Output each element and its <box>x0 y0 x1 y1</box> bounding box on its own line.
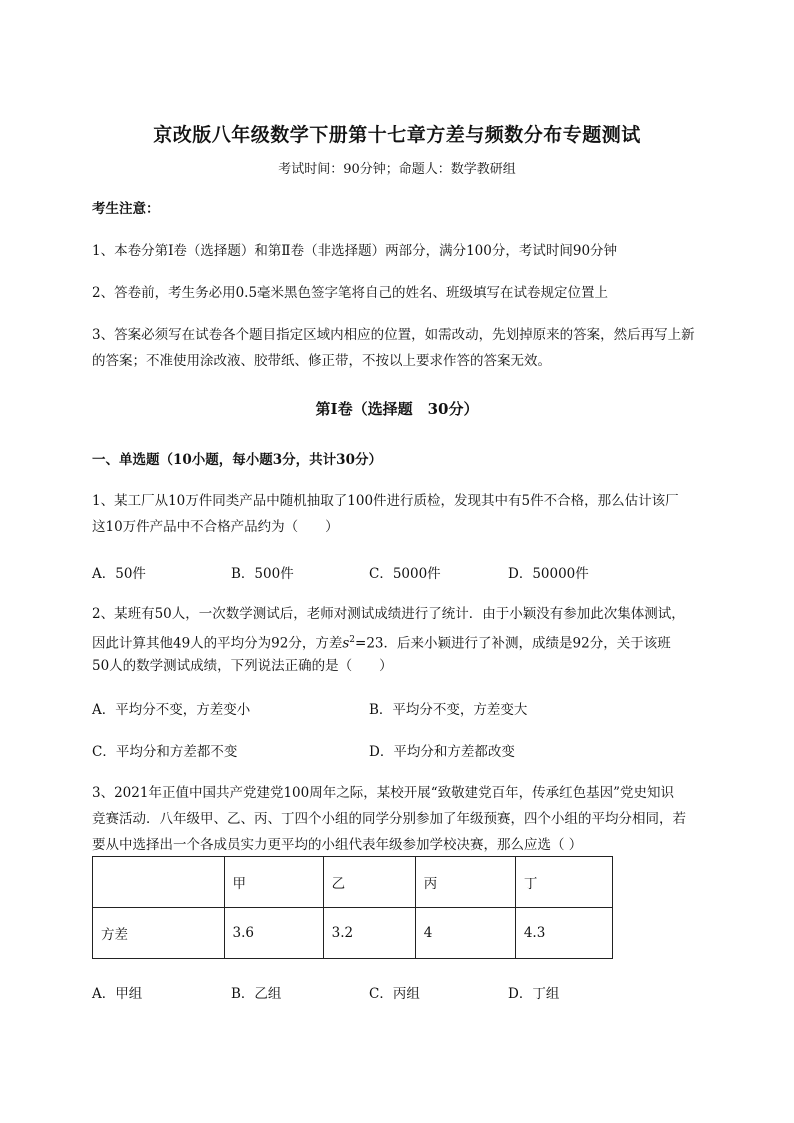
q3-option-c: C．丙组 <box>369 986 420 1002</box>
q2-option-a: A．平均分不变，方差变小 <box>92 702 251 718</box>
q1-line-1: 1、某工厂从10万件同类产品中随机抽取了100件进行质检，发现其中有5件不合格，那么估计该厂 <box>92 493 679 509</box>
q2-line-1: 2、某班有50人，一次数学测试后，老师对测试成绩进行了统计．由于小颖没有参加此次集体测试， <box>92 606 685 622</box>
table-header-row <box>93 857 613 908</box>
q2-option-c: C．平均分和方差都不变 <box>92 744 238 760</box>
q3-option-d: D．丁组 <box>508 986 560 1002</box>
table-cell: 丁 <box>515 857 612 908</box>
notice-item-1: 1、本卷分第Ⅰ卷（选择题）和第Ⅱ卷（非选择题）两部分，满分100分，考试时间90分钟 <box>92 243 618 259</box>
q1-option-c: C．5000件 <box>369 566 441 582</box>
q1-option-a: A．50件 <box>92 566 146 582</box>
table-cell <box>93 857 225 908</box>
q2-line-2-rest: =23．后来小颖进行了补测，成绩是92分，关于该班 <box>355 635 671 652</box>
table-cell: 乙 <box>323 857 415 908</box>
q2-option-d: D．平均分和方差都改变 <box>369 744 515 760</box>
q1-option-d: D．50000件 <box>508 566 589 582</box>
q1-option-b: B．500件 <box>231 566 294 582</box>
q2-line-3: 50人的数学测试成绩，下列说法正确的是（ ） <box>92 658 393 674</box>
table-cell: 3.6 <box>224 908 323 959</box>
table-cell: 4.3 <box>515 908 612 959</box>
table-cell: 4 <box>415 908 515 959</box>
q3-line-3: 要从中选择出一个各成员实力更平均的小组代表年级参加学校决赛，那么应选（ ） <box>92 837 583 853</box>
table-cell: 3.2 <box>323 908 415 959</box>
variance-table <box>92 856 613 959</box>
variance-exponent: 2 <box>349 635 356 645</box>
table-cell: 方差 <box>93 908 225 959</box>
q1-line-2: 这10万件产品中不合格产品约为（ ） <box>92 519 339 535</box>
q3-option-b: B．乙组 <box>231 986 282 1002</box>
q2-line-2-text: 因此计算其他49人的平均分为92分，方差 <box>92 635 343 652</box>
variance-symbol: s <box>342 635 350 652</box>
notice-item-3: 3、答案必须写在试卷各个题目指定区域内相应的位置，如需改动，先划掉原来的答案，然后再写上新 <box>92 327 695 343</box>
q2-option-b: B．平均分不变，方差变大 <box>369 702 528 718</box>
exam-title: 京改版八年级数学下册第十七章方差与频数分布专题测试 <box>153 124 641 146</box>
notice-item-3-cont: 的答案；不准使用涂改液、胶带纸、修正带，不按以上要求作答的答案无效。 <box>92 353 551 369</box>
notice-item-2: 2、答卷前，考生务必用0.5毫米黑色签字笔将自己的姓名、班级填写在试卷规定位置上 <box>92 285 609 301</box>
q3-line-1: 3、2021年正值中国共产党建党100周年之际，某校开展“致敬建党百年，传承红色基因”党史知识 <box>92 785 675 801</box>
table-cell: 丙 <box>415 857 515 908</box>
table-row <box>93 908 613 959</box>
exam-subtitle: 考试时间：90分钟；命题人：数学教研组 <box>278 162 516 177</box>
notice-heading: 考生注意： <box>92 201 160 217</box>
q3-option-a: A．甲组 <box>92 986 143 1002</box>
part-heading: 一、单选题（10小题，每小题3分，共计30分） <box>92 452 382 468</box>
q3-line-2: 竞赛活动．八年级甲、乙、丙、丁四个小组的同学分别参加了年级预赛，四个小组的平均分相同，若 <box>92 811 686 827</box>
section-title: 第Ⅰ卷（选择题 30分） <box>315 400 479 418</box>
table-cell: 甲 <box>224 857 323 908</box>
